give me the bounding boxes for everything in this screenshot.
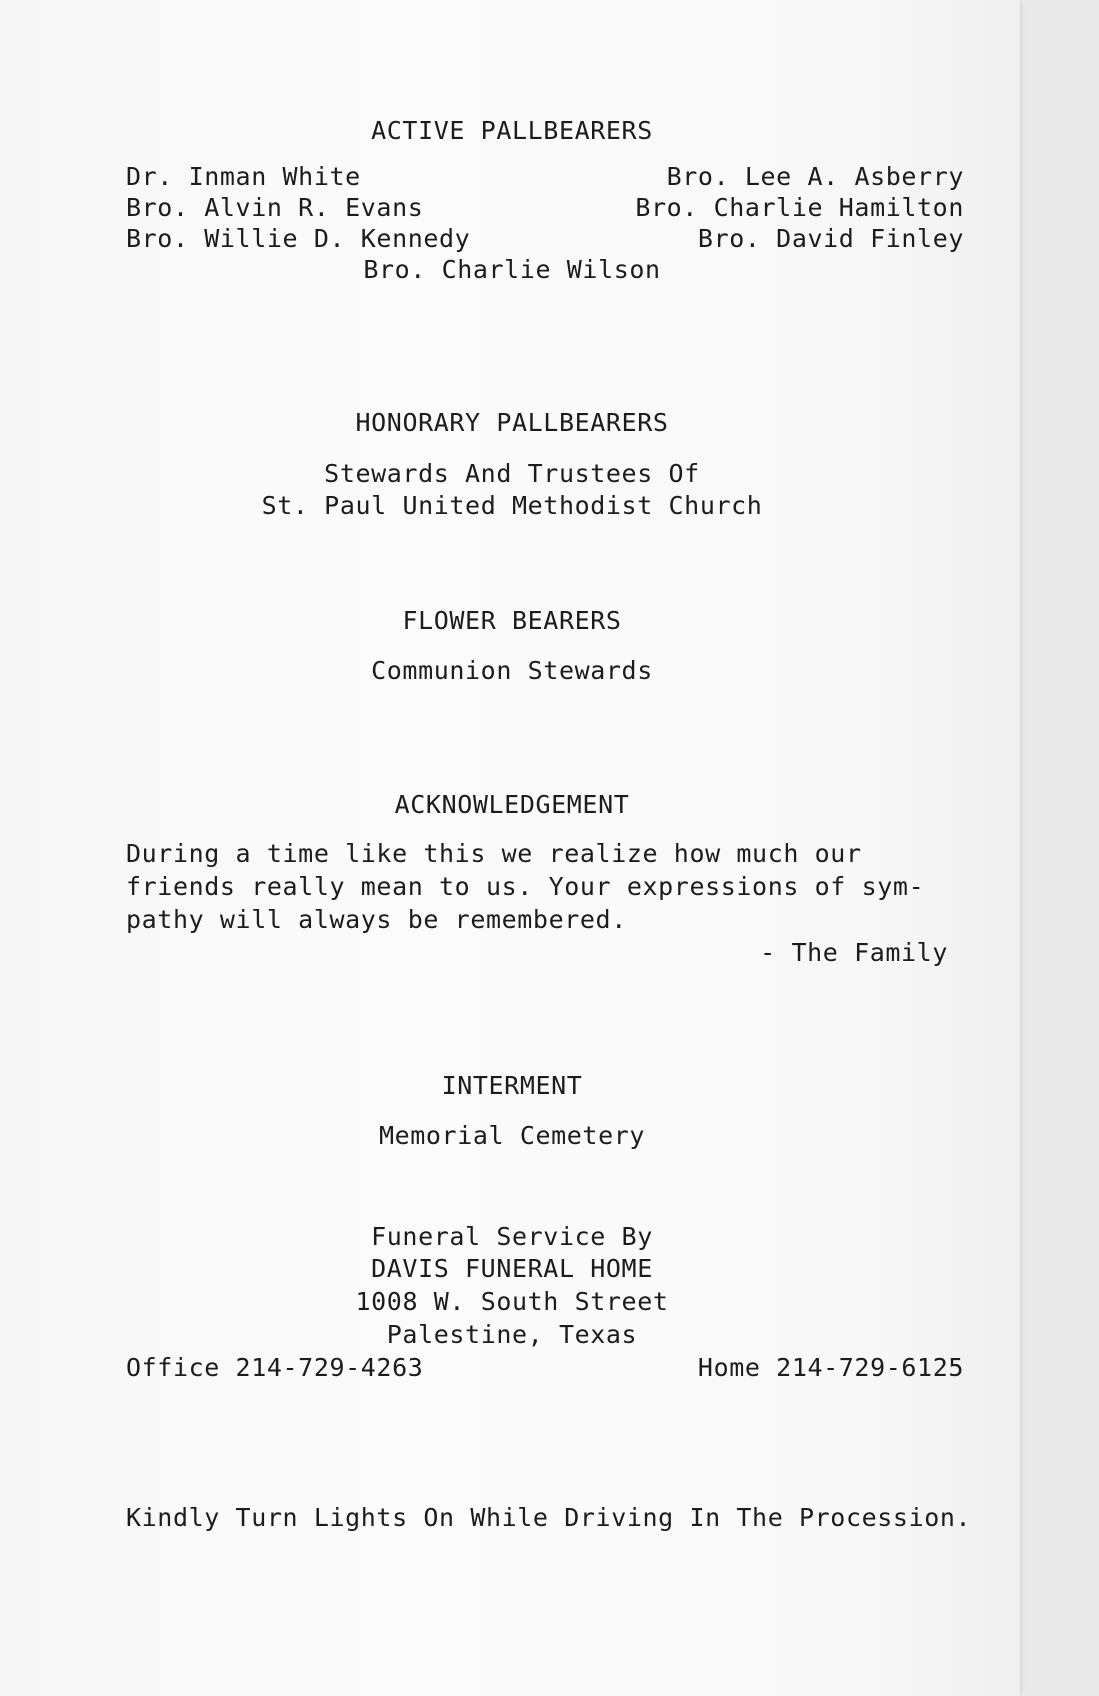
pallbearer-right-2: Bro. Charlie Hamilton [635, 193, 964, 222]
pallbearer-left-2: Bro. Alvin R. Evans [126, 193, 424, 222]
acknowledgement-line-2: friends really mean to us. Your expressions of sym- [126, 872, 925, 901]
honorary-line-2: St. Paul United Methodist Church [261, 491, 763, 520]
honorary-line-1: Stewards And Trustees Of [324, 459, 700, 488]
pallbearer-right-1: Bro. Lee A. Asberry [666, 162, 964, 191]
honorary-pallbearers-heading: HONORARY PALLBEARERS [355, 408, 669, 437]
pallbearer-left-1: Dr. Inman White [126, 162, 361, 191]
funeral-home-street: 1008 W. South Street [355, 1287, 669, 1316]
funeral-service-line-1: Funeral Service By [371, 1222, 653, 1251]
procession-notice: Kindly Turn Lights On While Driving In The Procession. [126, 1503, 972, 1532]
home-phone: Home 214-729-6125 [697, 1353, 964, 1382]
pallbearer-right-3: Bro. David Finley [697, 224, 964, 253]
office-phone: Office 214-729-4263 [126, 1353, 424, 1382]
flower-bearers-heading: FLOWER BEARERS [402, 606, 622, 635]
interment-text: Memorial Cemetery [378, 1121, 646, 1150]
interment-heading: INTERMENT [441, 1071, 583, 1100]
acknowledgement-signature: - The Family [760, 938, 948, 967]
active-pallbearers-heading: ACTIVE PALLBEARERS [371, 116, 653, 145]
funeral-home-name: DAVIS FUNERAL HOME [371, 1254, 653, 1283]
acknowledgement-line-3: pathy will always be remembered. [126, 905, 627, 934]
pallbearer-left-3: Bro. Willie D. Kennedy [126, 224, 471, 253]
funeral-home-city: Palestine, Texas [386, 1320, 638, 1349]
pallbearer-center: Bro. Charlie Wilson [363, 255, 661, 284]
flower-bearers-text: Communion Stewards [371, 656, 653, 685]
acknowledgement-heading: ACKNOWLEDGEMENT [394, 790, 630, 819]
acknowledgement-line-1: During a time like this we realize how much our [126, 839, 862, 868]
